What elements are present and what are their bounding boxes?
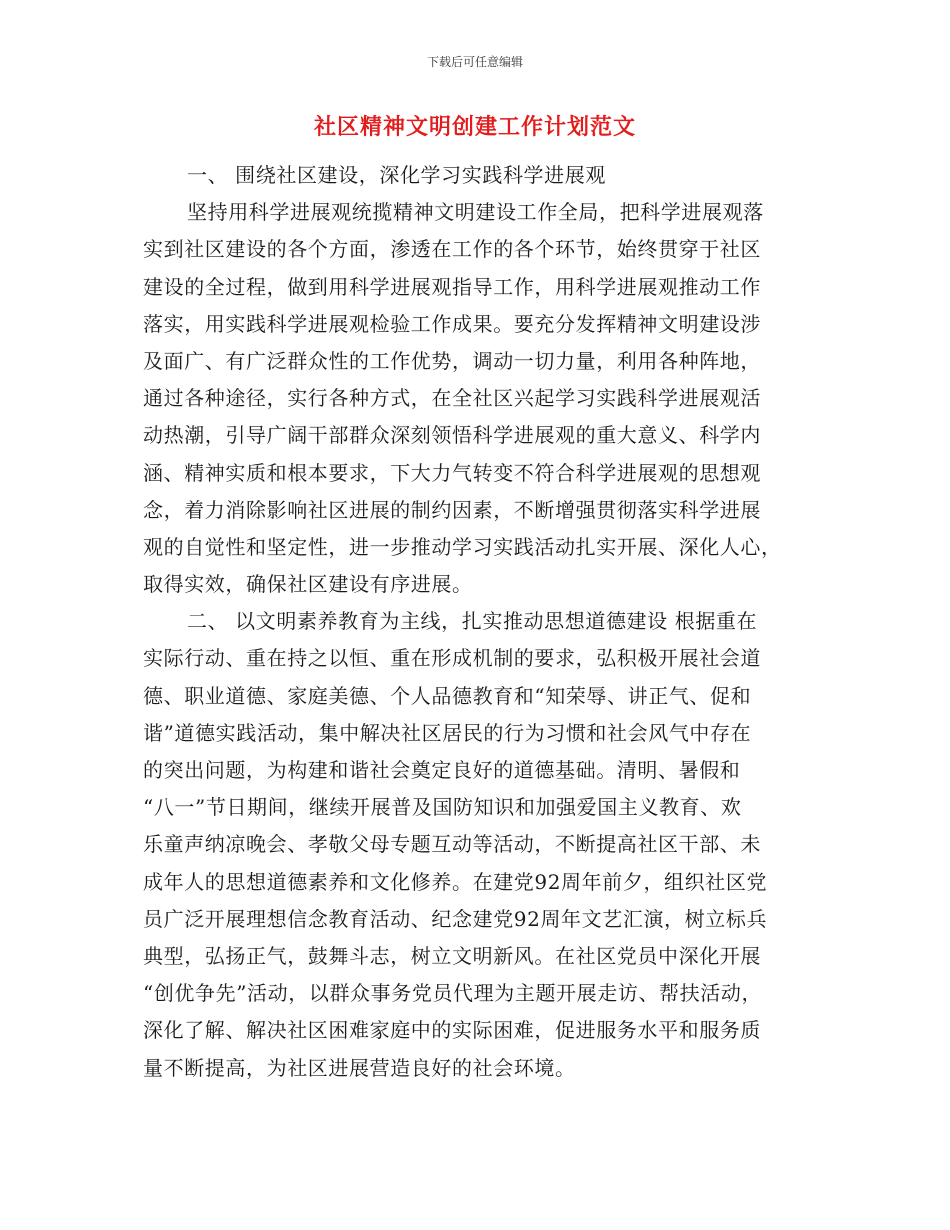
paragraph-line: “八一”节日期间，继续开展普及国防知识和加强爱国主义教育、欢	[143, 795, 742, 820]
paragraph-line: 乐童声纳凉晚会、孝敬父母专题互动等活动，不断提高社区干部、未	[143, 832, 761, 857]
paragraph-line: 念，着力消除影响社区进展的制约因素，不断增强贯彻落实科学进展	[143, 497, 761, 522]
paragraph-line: 坚持用科学进展观统揽精神文明建设工作全局，把科学进展观落	[187, 200, 764, 225]
paragraph-line: 的突出问题，为构建和谐社会奠定良好的道德基础。清明、暑假和	[143, 758, 741, 782]
paragraph-line: “创优争先”活动，以群众事务党员代理为主题开展走访、帮扶活动，	[143, 981, 763, 1006]
section-heading-1: 一、 围绕社区建设，深化学习实践科学进展观	[187, 163, 606, 187]
paragraph-line: 量不断提高，为社区进展营造良好的社会环境。	[143, 1055, 576, 1080]
paragraph-line: 动热潮，引导广阔干部群众深刻领悟科学进展观的重大意义、科学内	[143, 423, 761, 448]
paragraph-line: 谐”道德实践活动，集中解决社区居民的行为习惯和社会风气中存在	[143, 720, 752, 745]
paragraph-line: 实际行动、重在持之以恒、重在形成机制的要求，弘积极开展社会道	[143, 646, 761, 671]
document-title: 社区精神文明创建工作计划范文	[313, 114, 636, 140]
paragraph-line: 涵、精神实质和根本要求，下大力气转变不符合科学进展观的思想观	[143, 460, 761, 485]
paragraph-line: 深化了解、解决社区困难家庭中的实际困难，促进服务水平和服务质	[143, 1018, 761, 1043]
section-heading-2: 二、 以文明素养教育为主线，扎实推动思想道德建设 根据重在	[187, 609, 758, 634]
paragraph-line: 及面广、有广泛群众性的工作优势，调动一切力量，利用各种阵地，	[143, 348, 761, 373]
paragraph-line: 通过各种途径，实行各种方式，在全社区兴起学习实践科学进展观活	[143, 386, 761, 411]
paragraph-line: 德、职业道德、家庭美德、个人品德教育和“知荣辱、讲正气、促和	[143, 683, 752, 708]
paragraph-line: 成年人的思想道德素养和文化修养。在建党92周年前夕，组织社区党	[143, 869, 768, 894]
paragraph-line: 典型，弘扬正气，鼓舞斗志，树立文明新风。在社区党员中深化开展	[143, 943, 761, 968]
paragraph-line: 取得实效，确保社区建设有序进展。	[143, 572, 473, 597]
page-header-note: 下载后可任意编辑	[426, 55, 523, 69]
paragraph-line: 实到社区建设的各个方面，渗透在工作的各个环节，始终贯穿于社区	[143, 237, 761, 262]
paragraph-line: 员广泛开展理想信念教育活动、纪念建党92周年文艺汇演，树立标兵	[143, 906, 768, 931]
document-body	[143, 157, 800, 1087]
paragraph-line: 落实，用实践科学进展观检验工作成果。要充分发挥精神文明建设涉	[143, 311, 761, 336]
paragraph-line: 建设的全过程，做到用科学进展观指导工作，用科学进展观推动工作	[143, 274, 761, 299]
paragraph-line: 观的自觉性和坚定性，进一步推动学习实践活动扎实开展、深化人心，	[143, 534, 782, 559]
